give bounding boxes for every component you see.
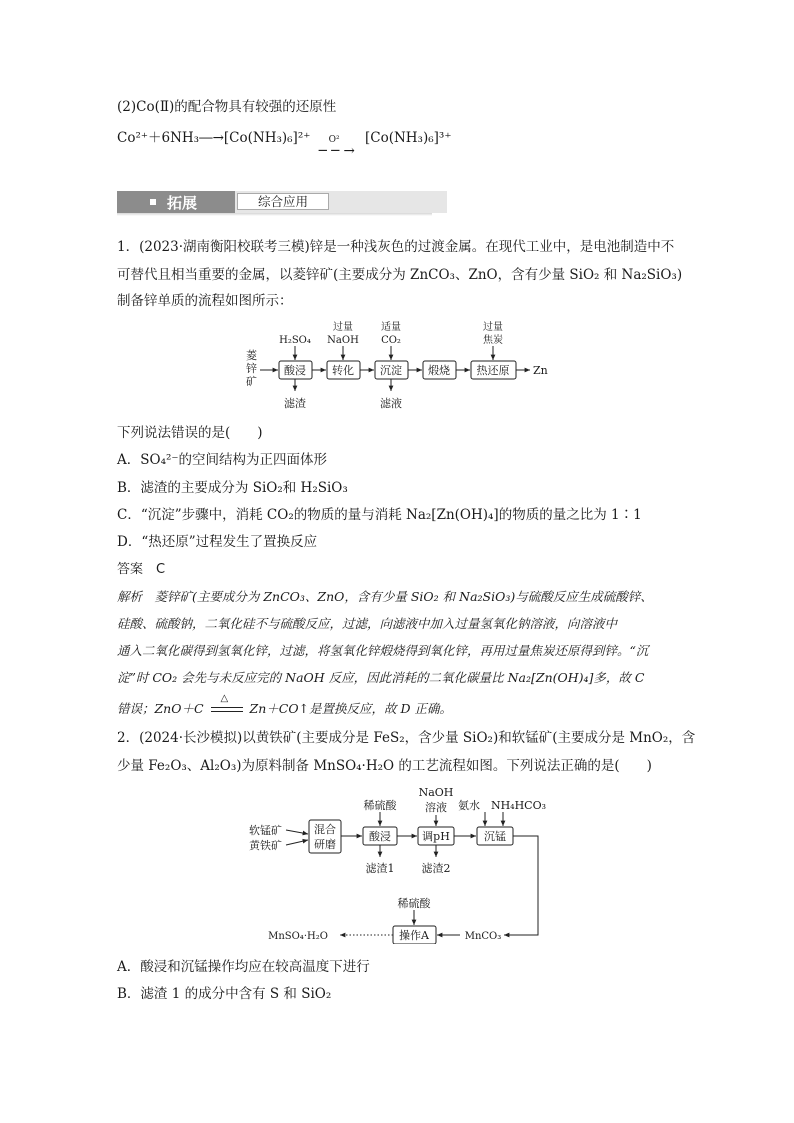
equation-part-1: Co²⁺＋6NH₃―→[Co(NH₃)₆]²⁺ (117, 130, 311, 146)
q2-waste-1: 滤渣1 (365, 862, 395, 875)
q2-reagent-4: 氨水 NH₄HCO₃ (457, 799, 547, 812)
q1-option-c: C．“沉淀”步骤中，消耗 CO₂的物质的量与消耗 Na₂[Zn(OH)₄]的物质的量之比为 1∶1 (117, 507, 642, 523)
q1-explanation-5a: 错误；ZnO＋C (117, 701, 204, 716)
q2-step1-label-b: 研磨 (314, 838, 336, 851)
q2-reagent-3a: NaOH (418, 786, 454, 799)
heat-icon: △ (220, 692, 229, 704)
banner-tag-label: 拓展 (167, 194, 198, 212)
q1-stem: 下列说法错误的是( ) (117, 425, 263, 441)
q1-step-label-1: 酸浸 (284, 364, 306, 377)
equation-part-2: [Co(NH₃)₆]³⁺ (364, 130, 452, 146)
q1-waste-1: 滤渣 (284, 397, 306, 410)
q1-step-label-3: 沉淀 (380, 364, 402, 377)
q1-flow-diagram (240, 316, 560, 414)
q1-reagent-2b: NaOH (327, 335, 359, 346)
q1-step-label-4: 煅烧 (428, 364, 450, 377)
q2-intermediate: MnCO₃ (464, 931, 502, 942)
q1-reagent-5a: 过量 (483, 322, 503, 333)
heat-equals-sign (208, 692, 246, 717)
q2-line-2: 少量 Fe₂O₃、Al₂O₃)为原料制备 MnSO₄·H₂O 的工艺流程如图。下列说法正确的是( ) (117, 758, 652, 774)
q1-reagent-2a: 过量 (333, 322, 353, 333)
q1-feed-char-2: 锌 (246, 362, 257, 375)
q2-step3-label: 调pH (422, 830, 450, 843)
q2-step1-label-a: 混合 (314, 823, 336, 836)
q1-line-1: 1．(2023·湖南衡阳校联考三模)锌是一种浅灰色的过渡金属。在现代工业中，是电池制造中不 (117, 239, 675, 255)
q1-feed-char-1: 菱 (246, 349, 257, 362)
q2-flow-diagram (240, 782, 560, 944)
q1-explanation-1: 解析 菱锌矿(主要成分为 ZnCO₃、ZnO，含有少量 SiO₂ 和 Na₂SiO₃)与硫酸反应生成硫酸锌、 (117, 589, 653, 604)
banner-title: 综合应用 (237, 193, 329, 210)
q1-reagent-1: H₂SO₄ (279, 335, 311, 346)
reaction-equation: Co²⁺＋6NH₃―→[Co(NH₃)₆]²⁺ O² ─ ─ → [Co(NH₃)₆]³⁺ (117, 130, 452, 159)
q1-waste-3: 滤液 (380, 397, 402, 410)
q1-explanation-2: 硅酸、硫酸钠，二氧化硅不与硫酸反应，过滤，向滤液中加入过量氢氧化钠溶液，向溶液中 (117, 616, 618, 631)
q2-feed-1: 软锰矿 (249, 824, 282, 837)
section-heading: (2)Co(Ⅱ)的配合物具有较强的还原性 (117, 99, 337, 115)
q1-reagent-3a: 适量 (381, 322, 401, 333)
square-bullet-icon (150, 199, 156, 205)
q2-reagent-5: 稀硫酸 (397, 897, 431, 910)
q1-explanation-5b: Zn＋CO↑是置换反应，故 D 正确。 (249, 701, 453, 716)
q1-option-b: B．滤渣的主要成分为 SiO₂和 H₂SiO₃ (117, 480, 348, 496)
q1-step-label-5: 热还原 (476, 364, 510, 377)
q2-product: MnSO₄·H₂O (268, 931, 328, 942)
q1-reagent-3b: CO₂ (381, 335, 401, 346)
section-banner (117, 191, 432, 215)
q2-reagent-2: 稀硫酸 (363, 799, 397, 812)
q1-explanation-4: 淀”时 CO₂ 会先与未反应完的 NaOH 反应，因此消耗的二氧化碳量比 Na₂[Zn(OH)₄]多，故 C (117, 670, 645, 685)
q2-step5-label: 操作A (399, 929, 429, 942)
q1-answer: 答案 C (117, 562, 166, 577)
q1-line-3: 制备锌单质的流程如图所示： (117, 293, 293, 309)
q2-step4-label: 沉锰 (484, 830, 506, 843)
q2-line-1: 2．(2024·长沙模拟)以黄铁矿(主要成分是 FeS₂，含少量 SiO₂)和软锰矿(主要成分是 MnO₂，含 (117, 730, 696, 746)
q1-explanation-5 (117, 692, 453, 718)
q2-step2-label: 酸浸 (369, 830, 391, 843)
q1-feed-char-3: 矿 (246, 375, 257, 388)
q2-reagent-3b: 溶液 (425, 801, 447, 814)
q1-step-label-2: 转化 (332, 364, 354, 377)
q1-option-a: A．SO₄²⁻的空间结构为正四面体形 (117, 452, 328, 468)
q2-waste-2: 滤渣2 (421, 862, 451, 875)
q1-product: Zn (533, 364, 548, 377)
q1-explanation-3: 通入二氧化碳得到氢氧化锌，过滤，将氢氧化锌煅烧得到氧化锌，再用过量焦炭还原得到锌。“沉 (117, 643, 649, 658)
q1-line-2: 可替代且相当重要的金属，以菱锌矿(主要成分为 ZnCO₃、ZnO，含有少量 SiO₂ 和 Na₂SiO₃) (117, 267, 683, 283)
arrow-condition: O² (328, 135, 340, 145)
q1-option-d: D．“热还原”过程发生了置换反应 (117, 534, 318, 550)
q2-option-b: B．滤渣 1 的成分中含有 S 和 SiO₂ (117, 986, 332, 1002)
q2-option-a: A．酸浸和沉锰操作均应在较高温度下进行 (117, 959, 370, 975)
banner-tag (117, 191, 235, 213)
q1-reagent-5b: 焦炭 (483, 335, 503, 346)
q2-feed-2: 黄铁矿 (249, 839, 282, 852)
